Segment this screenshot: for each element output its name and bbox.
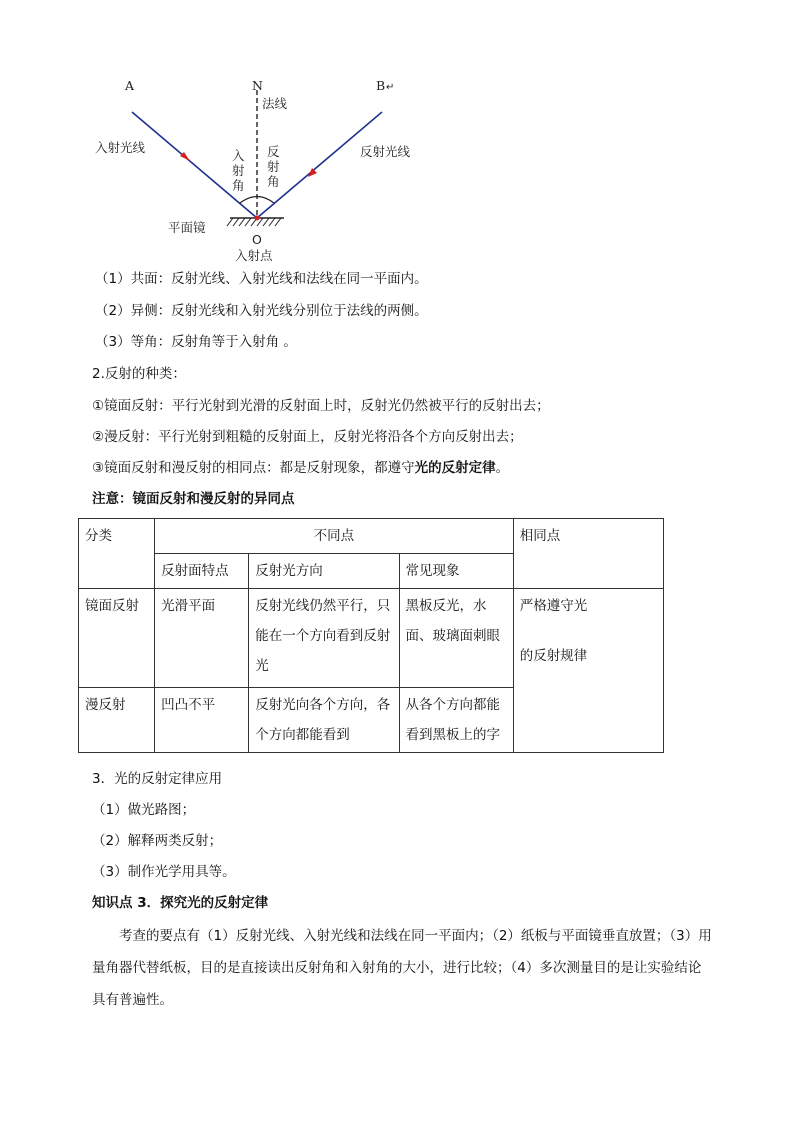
table-row: [79, 589, 664, 688]
reflected-ray-label: 反射光线: [360, 144, 411, 159]
return-mark: ↵: [386, 82, 395, 93]
incident-angle-char-1: 入: [232, 148, 245, 163]
label-o: O: [252, 232, 262, 247]
row1-phenomenon: 黑板反光，水面、玻璃面刺眼: [399, 589, 513, 688]
law-item-2: （2）异侧：反射光线和入射光线分别位于法线的两侧。: [95, 303, 428, 319]
exam-paragraph: 考查的要点有（1）反射光线、入射光线和法线在同一平面内；（2）纸板与平面镜垂直放置；（3）用量角器代替纸板，目的是直接读出反射角和入射角的大小，进行比较；（4）多次测量目的是让实验结论具有普遍性。: [92, 928, 712, 1008]
label-a: A: [125, 78, 135, 93]
type-item-3: [92, 459, 509, 477]
mirror-label: 平面镜: [168, 220, 206, 235]
header-different: 不同点: [155, 519, 514, 554]
normal-label: 法线: [262, 96, 288, 111]
incident-angle-char-3: 角: [232, 178, 245, 193]
types-heading: 2.反射的种类：: [92, 366, 186, 382]
type-item-3-suffix: 。: [495, 460, 510, 476]
type-item-2: ②漫反射：平行光射到粗糙的反射面上，反射光将沿各个方向反射出去；: [92, 429, 523, 445]
row1-category: 镜面反射: [79, 589, 155, 688]
row2-surface: 凹凸不平: [155, 688, 249, 753]
note-heading: 注意：镜面反射和漫反射的异同点: [92, 491, 295, 507]
incident-ray-label: 入射光线: [95, 140, 146, 155]
applications-heading: 3．光的反射定律应用: [92, 771, 223, 787]
header-same: 相同点: [513, 519, 663, 589]
reflection-angle-char-2: 射: [267, 159, 280, 174]
label-n: N: [252, 78, 263, 93]
application-item-2: （2）解释两类反射；: [92, 833, 223, 849]
row2-direction: 反射光向各个方向，各个方向都能看到: [249, 688, 399, 753]
label-b: B: [376, 78, 386, 93]
incident-angle-char-2: 射: [232, 163, 245, 178]
table-header-row: [79, 519, 664, 554]
reflection-angle-char-1: 反: [267, 144, 280, 159]
reflection-angle-char-3: 角: [267, 174, 280, 189]
comparison-table: [78, 518, 664, 753]
mirror-hatching: [227, 218, 281, 226]
same-line-2: 的反射规律: [519, 648, 588, 664]
row1-direction: 反射光线仍然平行，只能在一个方向看到反射光: [249, 589, 399, 688]
subheader-surface: 反射面特点: [155, 554, 249, 589]
type-item-1: ①镜面反射：平行光射到光滑的反射面上时，反射光仍然被平行的反射出去；: [92, 398, 550, 414]
incident-point-label: 入射点: [235, 248, 273, 263]
application-item-1: （1）做光路图；: [92, 802, 196, 818]
application-item-3: （3）制作光学用具等。: [92, 864, 236, 880]
reflected-arrow-icon: [308, 168, 317, 177]
type-item-3-bold: 光的反射定律: [414, 460, 496, 476]
row2-phenomenon: 从各个方向都能看到黑板上的字: [399, 688, 513, 753]
subheader-phenomenon: 常见现象: [399, 554, 513, 589]
type-item-3-prefix: ③镜面反射和漫反射的相同点：都是反射现象，都遵守: [92, 460, 415, 476]
law-item-1: （1）共面：反射光线、入射光线和法线在同一平面内。: [95, 271, 428, 287]
knowledge-point-heading: 知识点 3．探究光的反射定律: [92, 895, 269, 911]
incident-point-dot: [255, 216, 260, 221]
same-line-1: 严格遵守光: [519, 598, 588, 614]
row1-surface: 光滑平面: [155, 589, 249, 688]
law-item-3: （3）等角：反射角等于入射角 。: [95, 334, 297, 350]
subheader-direction: 反射光方向: [249, 554, 399, 589]
row2-category: 漫反射: [79, 688, 155, 753]
same-cell: [513, 589, 663, 753]
header-category: 分类: [79, 519, 155, 589]
reflection-diagram: [80, 72, 440, 268]
